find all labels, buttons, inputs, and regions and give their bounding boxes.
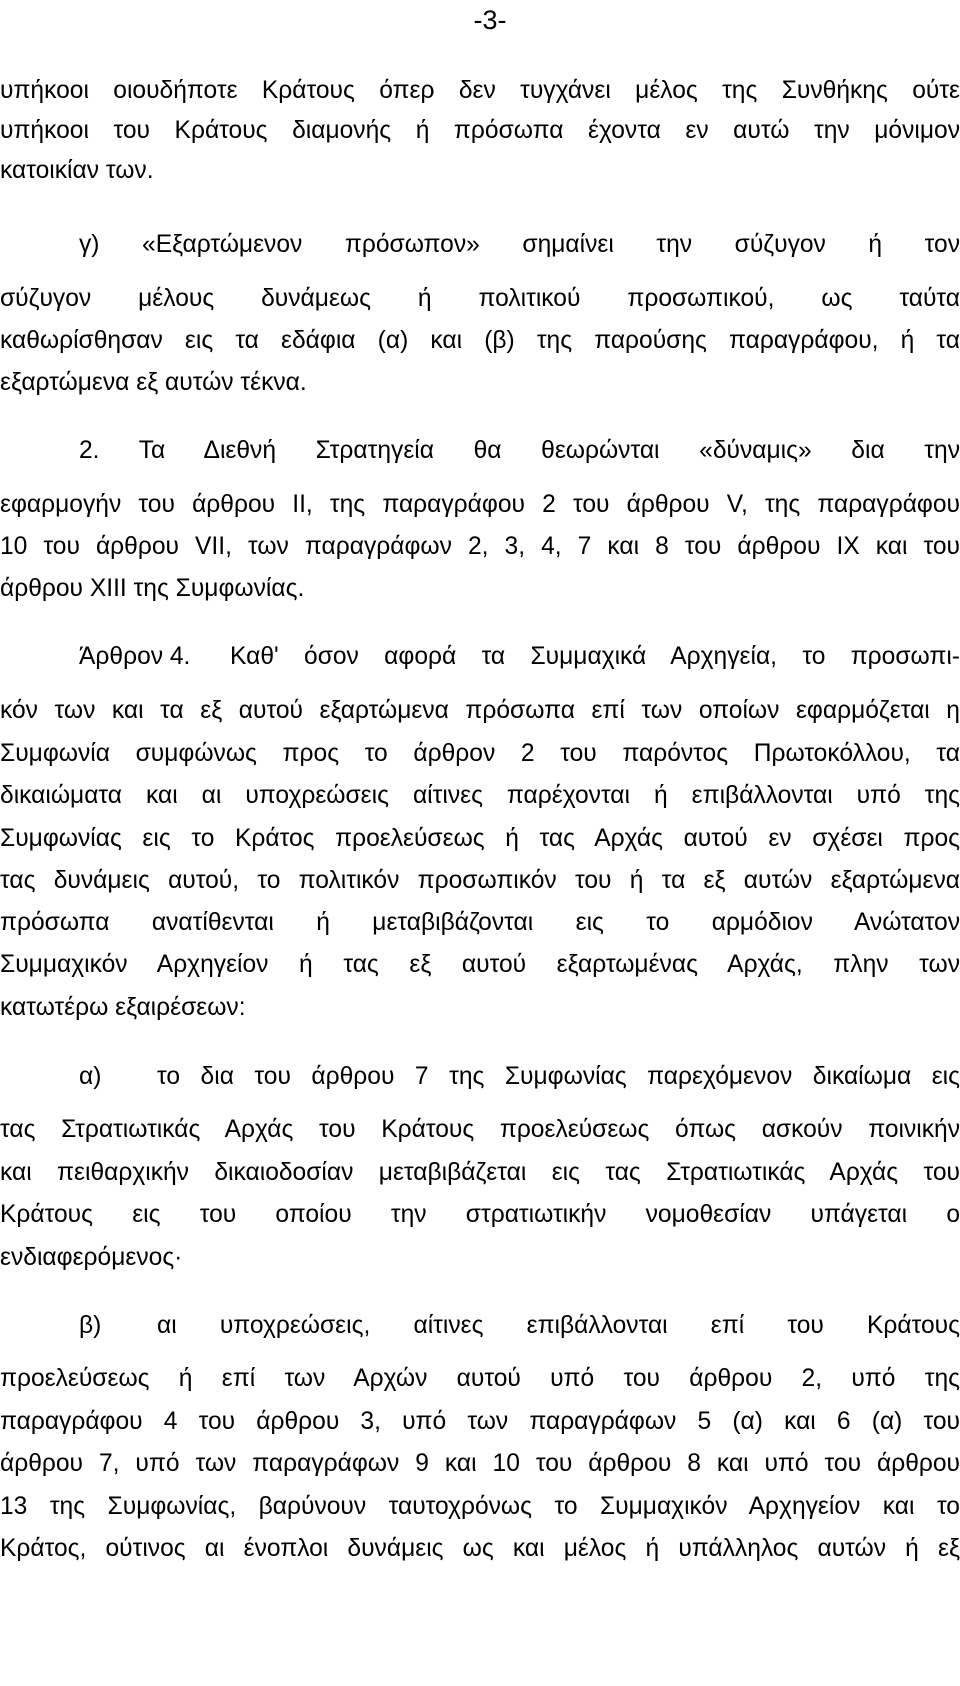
- text-line: υπήκοοι οιουδήποτε Κράτους όπερ δεν τυγχάνει μέλος της Συνθήκης ούτε: [0, 77, 960, 104]
- text-line: γ) «Εξαρτώμενον πρόσωπον» σημαίνει την σύζυγον ή τον: [79, 231, 960, 258]
- text-line: Κράτους εις του οποίου την στρατιωτικήν νομοθεσίαν υπάγεται ο: [0, 1201, 960, 1228]
- text-line: 2. Τα Διεθνή Στρατηγεία θα θεωρώνται «δύναμις» δια την: [79, 437, 960, 464]
- page-number: -3-: [473, 5, 507, 35]
- text-line: Συμφωνία συμφώνως προς το άρθρον 2 του παρόντος Πρωτοκόλλου, τα: [0, 740, 960, 767]
- text-line: Κράτος, ούτινος αι ένοπλοι δυνάμεις ως και μέλος ή υπάλληλος αυτών ή εξ: [0, 1535, 960, 1562]
- text-line: Συμφωνίας εις το Κράτος προελεύσεως ή τας Αρχάς αυτού εν σχέσει προς: [0, 825, 960, 852]
- text-line: 13 της Συμφωνίας, βαρύνουν ταυτοχρόνως το Συμμαχικόν Αρχηγείον και το: [0, 1493, 960, 1520]
- list-marker: α): [79, 1063, 102, 1090]
- text-line: πρόσωπα ανατίθενται ή μεταβιβάζονται εις το αρμόδιον Ανώτατον: [0, 909, 960, 936]
- text-line: καθωρίσθησαν εις τα εδάφια (α) και (β) της παρούσης παραγράφου, ή τα: [0, 327, 960, 354]
- text-line: κόν των και τα εξ αυτού εξαρτώμενα πρόσωπα επί των οποίων εφαρμόζεται η: [0, 697, 960, 724]
- text-line: Συμμαχικόν Αρχηγείον ή τας εξ αυτού εξαρτωμένας Αρχάς, πλην των: [0, 951, 960, 978]
- text-line: αι υποχρεώσεις, αίτινες επιβάλλονται επί του Κράτους: [157, 1312, 960, 1339]
- text-line: και πειθαρχικήν δικαιοδοσίαν μεταβιβάζεται εις τας Στρατιωτικάς Αρχάς του: [0, 1159, 960, 1186]
- text-line: εφαρμογήν του άρθρου ΙΙ, της παραγράφου 2 του άρθρου V, της παραγράφου: [0, 491, 960, 518]
- text-line: άρθρου 7, υπό των παραγράφων 9 και 10 του άρθρου 8 και υπό του άρθρου: [0, 1450, 960, 1477]
- text-line: σύζυγον μέλους δυνάμεως ή πολιτικού προσωπικού, ως ταύτα: [0, 285, 960, 312]
- text-line: κατωτέρω εξαιρέσεων:: [0, 994, 246, 1021]
- text-line: το δια του άρθρου 7 της Συμφωνίας παρεχόμενον δικαίωμα εις: [157, 1063, 960, 1090]
- text-line: ενδιαφερόμενος·: [0, 1244, 183, 1271]
- text-line: τας Στρατιωτικάς Αρχάς του Κράτους προελεύσεως όπως ασκούν ποινικήν: [0, 1116, 960, 1143]
- text-line: παραγράφου 4 του άρθρου 3, υπό των παραγράφων 5 (α) και 6 (α) του: [0, 1408, 960, 1435]
- article-heading: Άρθρον 4.: [79, 643, 191, 670]
- text-line: εξαρτώμενα εξ αυτών τέκνα.: [0, 369, 307, 396]
- text-line: προελεύσεως ή επί των Αρχών αυτού υπό του άρθρου 2, υπό της: [0, 1365, 960, 1392]
- list-marker: β): [79, 1312, 102, 1339]
- text-line: άρθρου XIII της Συμφωνίας.: [0, 575, 305, 602]
- text-line: υπήκοοι του Κράτους διαμονής ή πρόσωπα έχοντα εν αυτώ την μόνιμον: [0, 117, 960, 144]
- text-line: κατοικίαν των.: [0, 157, 154, 184]
- text-line: 10 του άρθρου VII, των παραγράφων 2, 3, 4, 7 και 8 του άρθρου ΙΧ και του: [0, 533, 960, 560]
- text-line: Καθ' όσον αφορά τα Συμμαχικά Αρχηγεία, το προσωπι-: [230, 643, 960, 670]
- text-line: δικαιώματα και αι υποχρεώσεις αίτινες παρέχονται ή επιβάλλονται υπό της: [0, 782, 960, 809]
- text-line: τας δυνάμεις αυτού, το πολιτικόν προσωπικόν του ή τα εξ αυτών εξαρτώμενα: [0, 867, 960, 894]
